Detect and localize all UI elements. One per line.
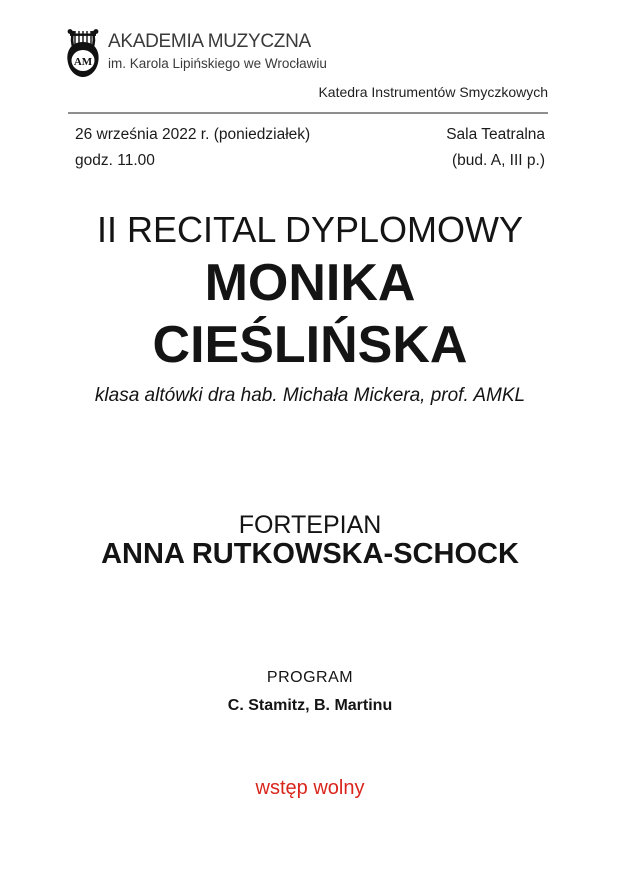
academy-subtitle: im. Karola Lipińskiego we Wrocławiu — [108, 56, 327, 71]
performer-name — [0, 252, 620, 376]
performer-first-name: MONIKA — [204, 254, 416, 312]
program-composers: C. Stamitz, B. Martinu — [227, 697, 393, 714]
accompanist-name: ANNA RUTKOWSKA-SCHOCK — [101, 538, 519, 570]
divider-rule — [68, 112, 548, 114]
event-time: godz. 11.00 — [75, 152, 155, 169]
recital-title: II RECITAL DYPLOMOWY — [96, 209, 524, 250]
accompanist-instrument: FORTEPIAN — [238, 511, 382, 539]
program-heading: PROGRAM — [266, 669, 354, 686]
performer-last-name: CIEŚLIŃSKA — [152, 316, 468, 374]
academy-header — [108, 31, 327, 72]
event-date: 26 września 2022 r. (poniedziałek) — [75, 126, 311, 143]
venue-detail: (bud. A, III p.) — [451, 152, 545, 169]
class-line: klasa altówki dra hab. Michała Mickera, prof. AMKL — [94, 385, 526, 406]
event-venue — [446, 122, 545, 174]
event-info-row — [75, 122, 545, 174]
svg-text:AM: AM — [73, 56, 93, 68]
admission-note: wstęp wolny — [255, 777, 365, 799]
academy-name: AKADEMIA MUZYCZNA — [108, 31, 311, 52]
event-date-time — [75, 122, 310, 174]
department-name: Katedra Instrumentów Smyczkowych — [318, 84, 548, 100]
lyre-logo-icon — [65, 27, 101, 77]
venue-name: Sala Teatralna — [446, 126, 545, 143]
